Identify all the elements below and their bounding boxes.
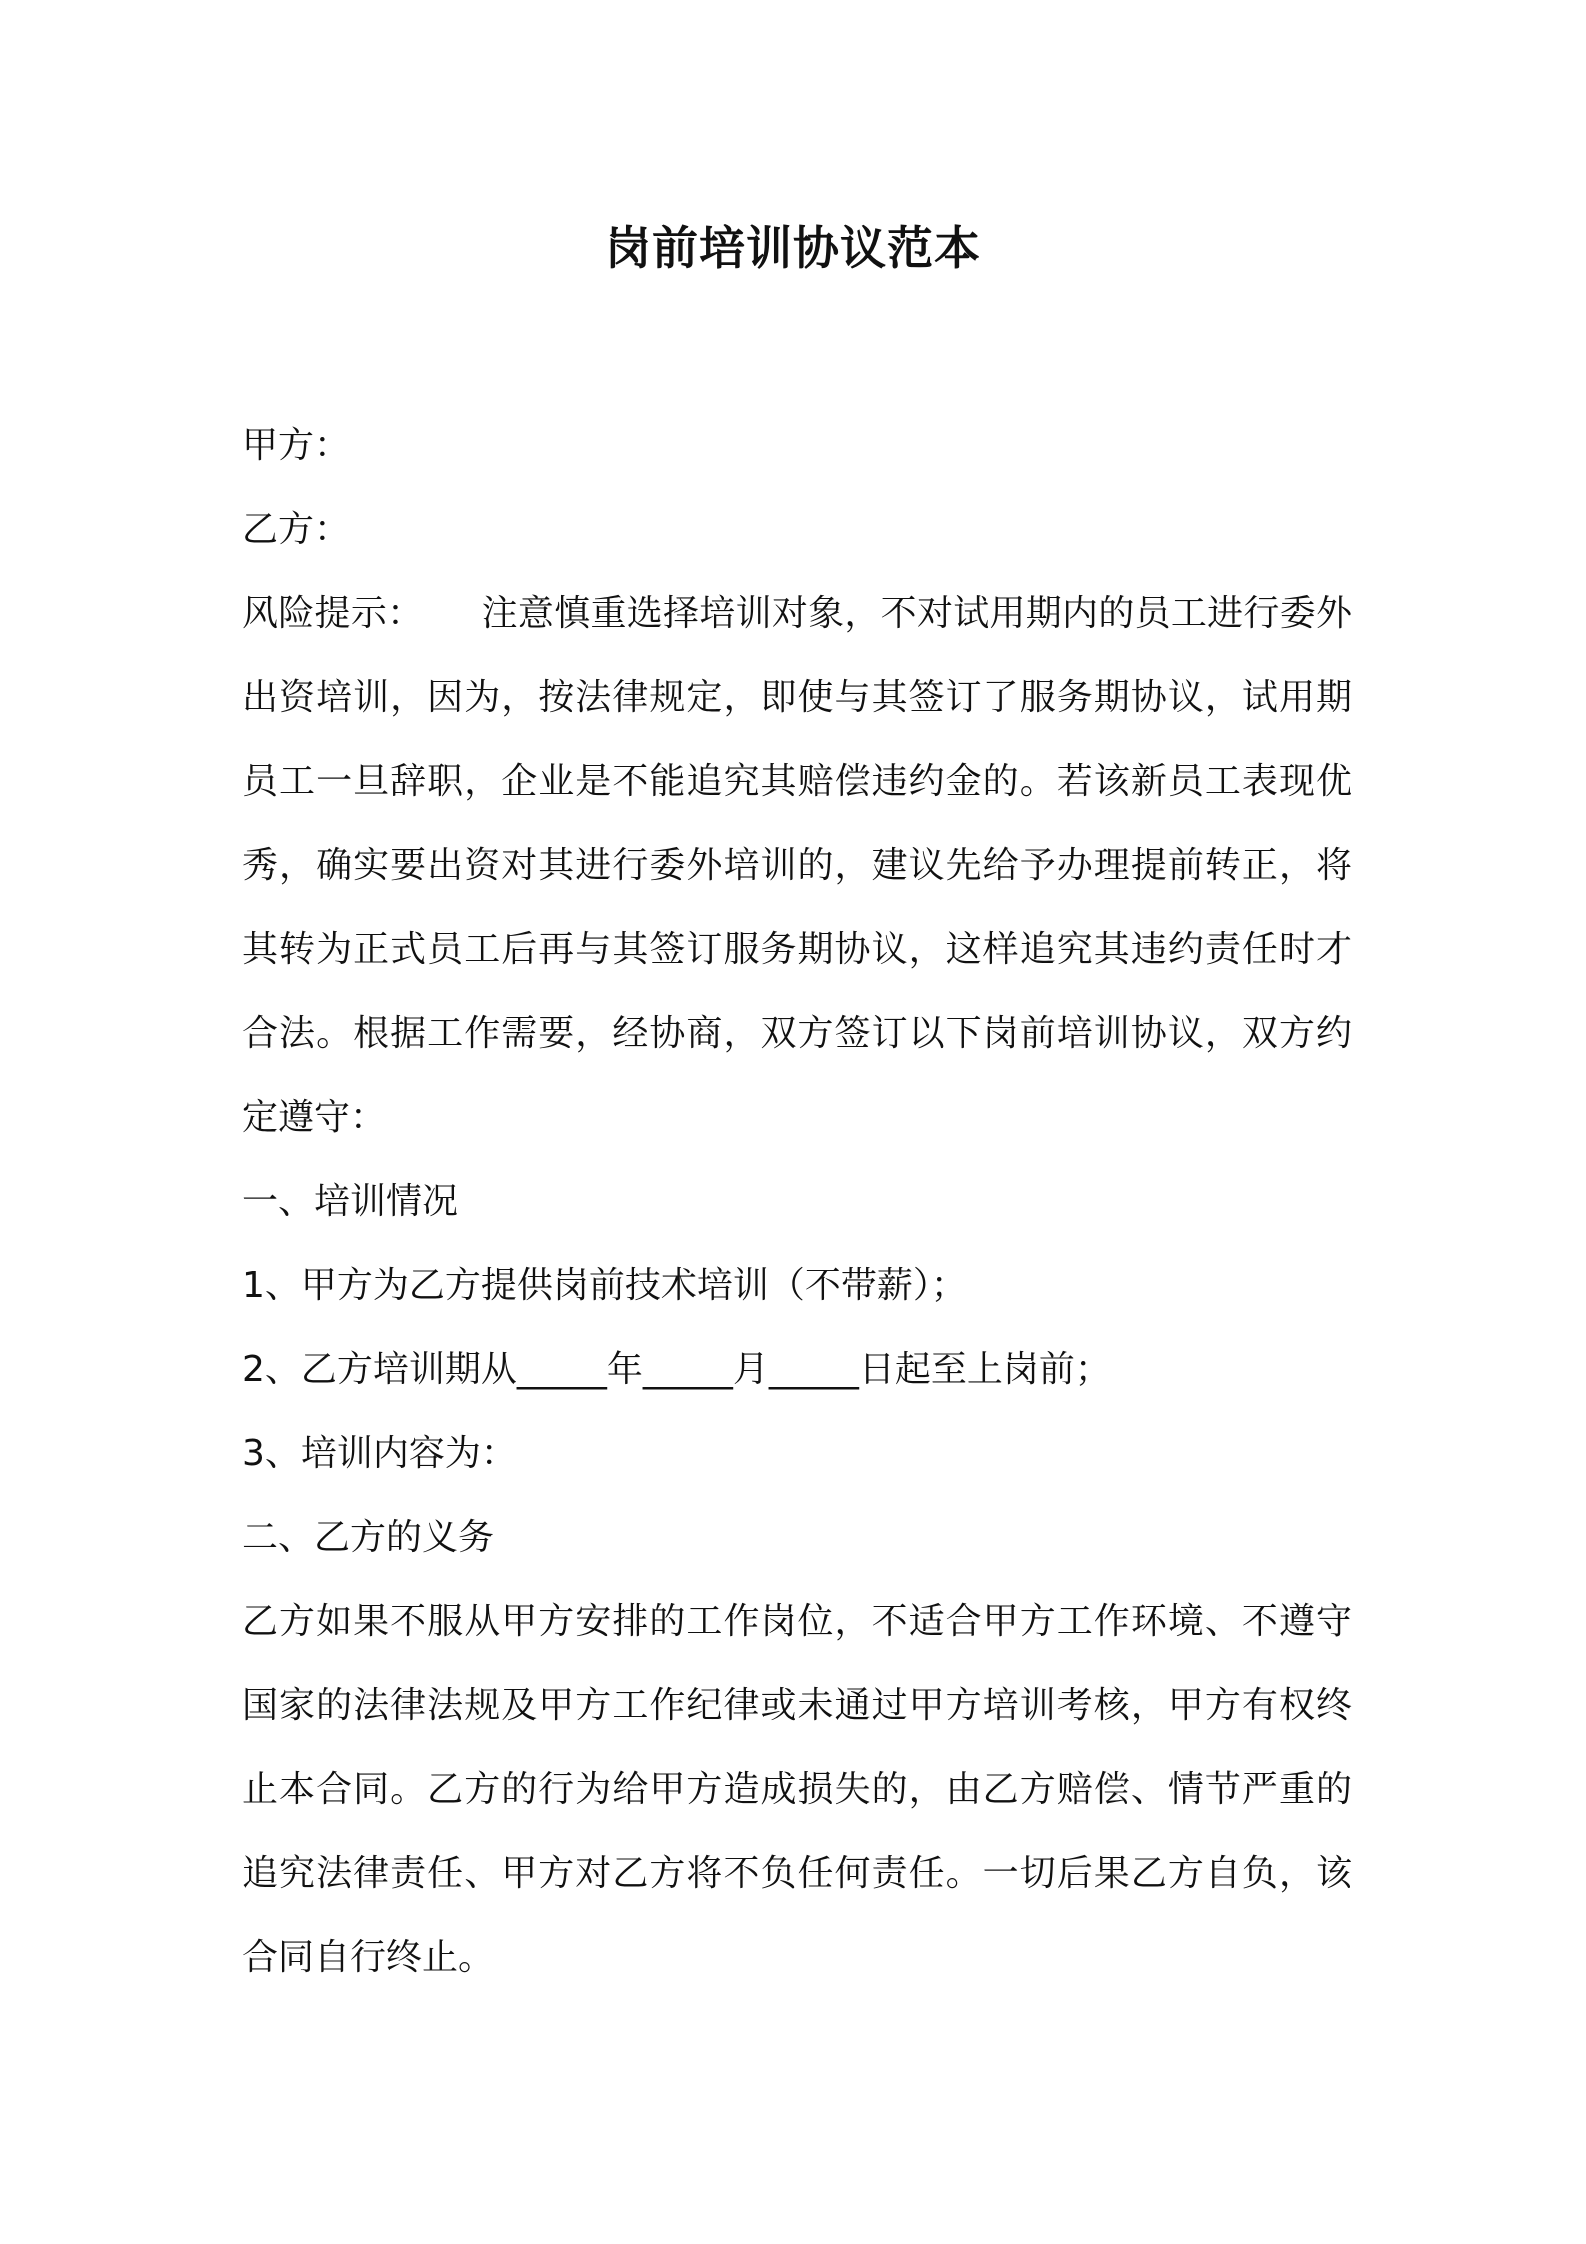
party-b-line: 乙方： — [242, 509, 351, 550]
party-a-line: 甲方： — [242, 425, 351, 466]
section-1-item-1: 1、甲方为乙方提供岗前技术培训（不带薪）； — [242, 1265, 967, 1306]
section-2-heading: 二、乙方的义务 — [242, 1517, 495, 1558]
risk-label: 风险提示： — [242, 593, 424, 634]
section-1-item-3: 3、培训内容为： — [242, 1433, 517, 1474]
section-2-text: 乙方如果不服从甲方安排的工作岗位，不适合甲方工作环境、不遵守国家的法律法规及甲方工作纪律或未通过甲方培训考核，甲方有权终止本合同。乙方的行为给甲方造成损失的，由乙方赔偿、情节严重的追究法律责任、甲方对乙方将不负任何责任。一切后果乙方自负，该合同自行终止。 — [242, 1601, 1352, 1978]
risk-text: 注意慎重选择培训对象，不对试用期内的员工进行委外出资培训，因为，按法律规定，即使与其签订了服务期协议，试用期员工一旦辞职，企业是不能追究其赔偿违约金的。若该新员工表现优秀，确实要出资对其进行委外培训的，建议先给予办理提前转正，将其转为正式员工后再与其签订服务期协议，这样追究其违约责任时才合法。根据工作需要，经协商，双方签订以下岗前培训协议，双方约定遵守： — [242, 593, 1352, 1138]
risk-notice — [242, 572, 1352, 1160]
document-body — [242, 404, 1352, 2000]
document-title: 岗前培训协议范本 — [605, 221, 981, 275]
section-1-item-2: 2、乙方培训期从_____年_____月_____日起至上岗前； — [242, 1349, 1111, 1390]
section-1-heading: 一、培训情况 — [242, 1181, 459, 1222]
